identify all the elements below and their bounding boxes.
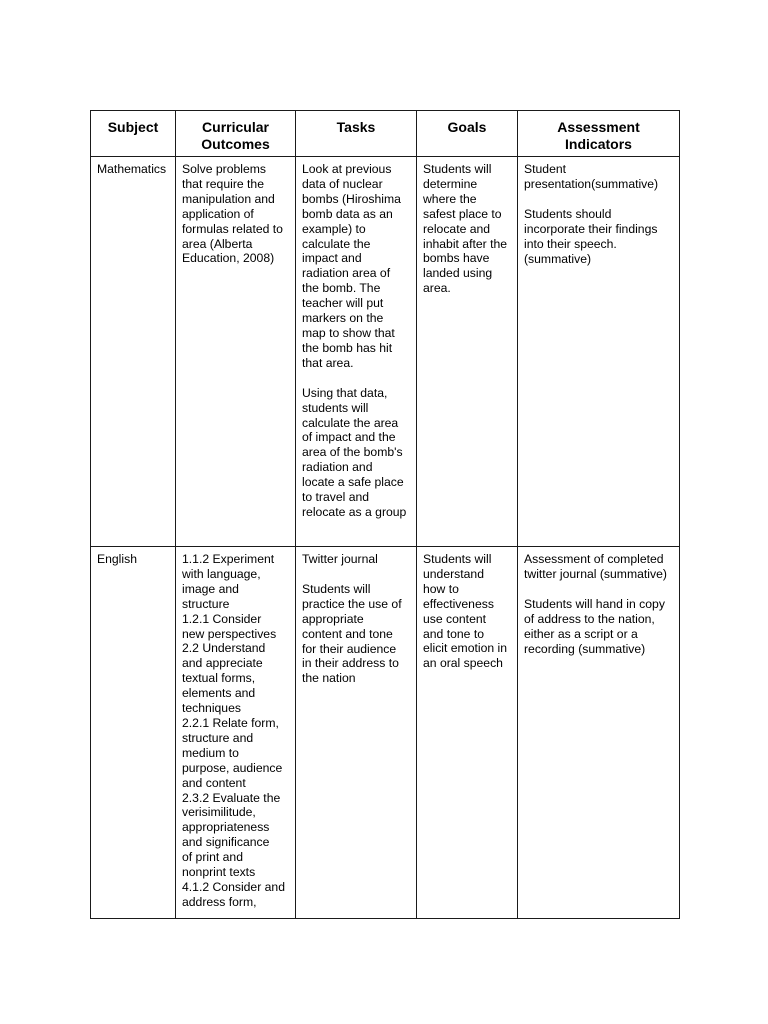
- tasks-paragraph: Students will practice the use of appropriate content and tone for their audience in their address to the nation: [302, 581, 402, 686]
- tasks-paragraph: Look at previous data of nuclear bombs (Hiroshima bomb data as an example) to calculate the impact and radiation area of the bomb. The teacher will put markers on the map to show that the bomb has hit that area.: [302, 162, 401, 370]
- header-assessment-indicators: Assessment Indicators: [518, 111, 680, 157]
- assessment-paragraph: Assessment of completed twitter journal (summative): [524, 552, 667, 581]
- goals-text: Students will understand how to effectiveness use content and tone to elicit emotion in an oral speech: [423, 552, 507, 671]
- curriculum-table: [90, 110, 680, 919]
- table-row-english: [91, 547, 680, 919]
- cell-tasks: [296, 547, 417, 919]
- goals-text: Students will determine where the safest place to relocate and inhabit after the bombs have landed using area.: [423, 162, 508, 296]
- header-row: [91, 111, 680, 157]
- cell-assessment: [518, 547, 680, 919]
- cell-tasks: [296, 157, 417, 547]
- header-curricular-outcomes: Curricular Outcomes: [176, 111, 296, 157]
- outcomes-text: 1.1.2 Experiment with language, image and structure 1.2.1 Consider new perspectives 2.2 Understand and appreciate textual forms, elements and techniques 2.2.1 Relate form, structure and medium to purpose, audience and content 2.3.2 Evaluate the verisimilitude, appropriateness and significance of print and nonprint texts 4.1.2 Consider and address form,: [182, 552, 285, 909]
- subject-text: English: [97, 552, 137, 566]
- cell-outcomes: [176, 157, 296, 547]
- tasks-paragraph: Twitter journal: [302, 552, 378, 566]
- cell-subject: [91, 157, 176, 547]
- cell-outcomes: [176, 547, 296, 919]
- header-goals: Goals: [417, 111, 518, 157]
- header-tasks: Tasks: [296, 111, 417, 157]
- cell-assessment: [518, 157, 680, 547]
- cell-subject: [91, 547, 176, 919]
- table-row-mathematics: [91, 157, 680, 547]
- outcomes-text: Solve problems that require the manipulation and application of formulas related to area (Alberta Education, 2008): [182, 162, 283, 266]
- assessment-paragraph: Student presentation(summative): [524, 162, 659, 191]
- cell-goals: [417, 547, 518, 919]
- subject-text: Mathematics: [97, 162, 167, 176]
- assessment-paragraph: Students will hand in copy of address to the nation, either as a script or a recording (summative): [524, 596, 665, 656]
- tasks-paragraph: Using that data, students will calculate the area of impact and the area of the bomb's radiation and locate a safe place to travel and relocate as a group: [302, 385, 407, 519]
- header-subject: Subject: [91, 111, 176, 157]
- cell-goals: [417, 157, 518, 547]
- assessment-paragraph: Students should incorporate their findings into their speech. (summative): [524, 206, 658, 266]
